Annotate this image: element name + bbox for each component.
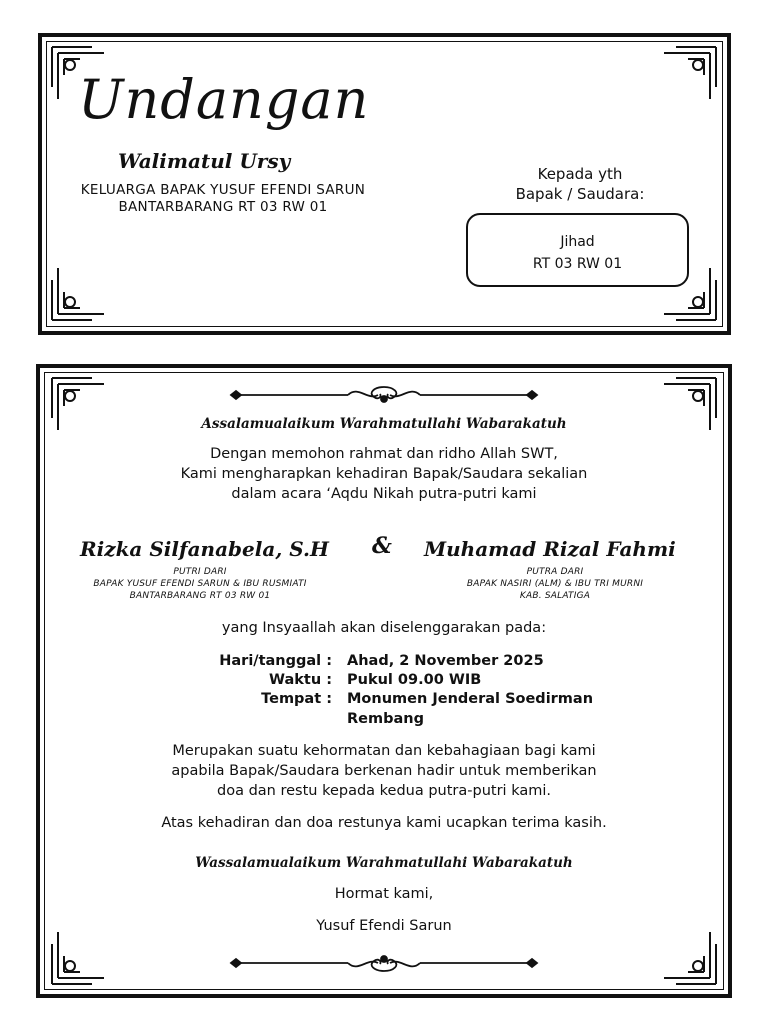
ampersand: & (372, 533, 392, 559)
held-on-text: yang Insyaallah akan diselenggarakan pada: (221, 620, 547, 636)
invitation-title: Undangan (78, 68, 370, 131)
host-family (48, 182, 398, 216)
place-label: Tempat : (261, 691, 332, 707)
intro-line: Dengan memohon rahmat dan ridho Allah SWT, (210, 446, 558, 462)
time-label: Waktu : (268, 672, 332, 688)
groom-parents (420, 566, 690, 602)
recipient-name: Jihad (560, 234, 595, 250)
host-family-name: KELUARGA BAPAK YUSUF EFENDI SARUN (80, 182, 366, 198)
bride-name: Rizka Silfanabela, S.H (80, 537, 329, 561)
to-line: Bapak / Saudara: (515, 185, 645, 203)
closing-line: apabila Bapak/Saudara berkenan hadir untuk memberikan (171, 763, 597, 779)
place-value-city: Rembang (347, 711, 424, 727)
host-family-address: BANTARBARANG RT 03 RW 01 (118, 199, 328, 215)
intro-line: dalam acara ‘Aqdu Nikah putra-putri kami (231, 486, 537, 502)
opening-greeting: Assalamualaikum Warahmatullahi Wabarakatuh (201, 416, 567, 432)
bride-address: BANTARBARANG RT 03 RW 01 (129, 591, 271, 601)
signer-name: Yusuf Efendi Sarun (316, 918, 452, 934)
flourish-divider-icon (228, 951, 540, 975)
time-value: Pukul 09.00 WIB (347, 672, 482, 688)
intro-paragraph (84, 444, 684, 504)
day-value: Ahad, 2 November 2025 (347, 653, 544, 669)
thanks-text: Atas kehadiran dan doa restunya kami ucapkan terima kasih. (161, 815, 607, 831)
flourish-divider-icon (228, 383, 540, 407)
bride-parents-names: BAPAK YUSUF EFENDI SARUN & IBU RUSMIATI (93, 579, 307, 589)
recipient-details (466, 231, 689, 275)
closing-line: Merupakan suatu kehormatan dan kebahagiaan bagi kami (172, 743, 596, 759)
closing-paragraph (84, 741, 684, 801)
corner-ornament-icon (656, 47, 716, 107)
corner-ornament-icon (52, 260, 112, 320)
closing-line: doa dan restu kepada kedua putra-putri kami. (217, 783, 551, 799)
recipient-address: RT 03 RW 01 (532, 256, 623, 272)
groom-address: KAB. SALATIGA (519, 591, 591, 601)
bride-relation: PUTRI DARI (173, 567, 227, 577)
recipient-heading (480, 164, 680, 204)
groom-name: Muhamad Rizal Fahmi (424, 537, 676, 561)
closing-greeting: Wassalamualaikum Warahmatullahi Wabarakatuh (195, 855, 573, 871)
groom-parents-names: BAPAK NASIRI (ALM) & IBU TRI MURNI (466, 579, 644, 589)
regards-text: Hormat kami, (334, 886, 434, 902)
to-line: Kepada yth (537, 165, 623, 183)
place-value: Monumen Jenderal Soedirman (347, 691, 594, 707)
bride-parents (60, 566, 340, 602)
groom-relation: PUTRA DARI (526, 567, 584, 577)
day-label: Hari/tanggal : (219, 653, 332, 669)
event-subtitle: Walimatul Ursy (118, 149, 291, 173)
intro-line: Kami mengharapkan kehadiran Bapak/Saudara sekalian (180, 466, 588, 482)
